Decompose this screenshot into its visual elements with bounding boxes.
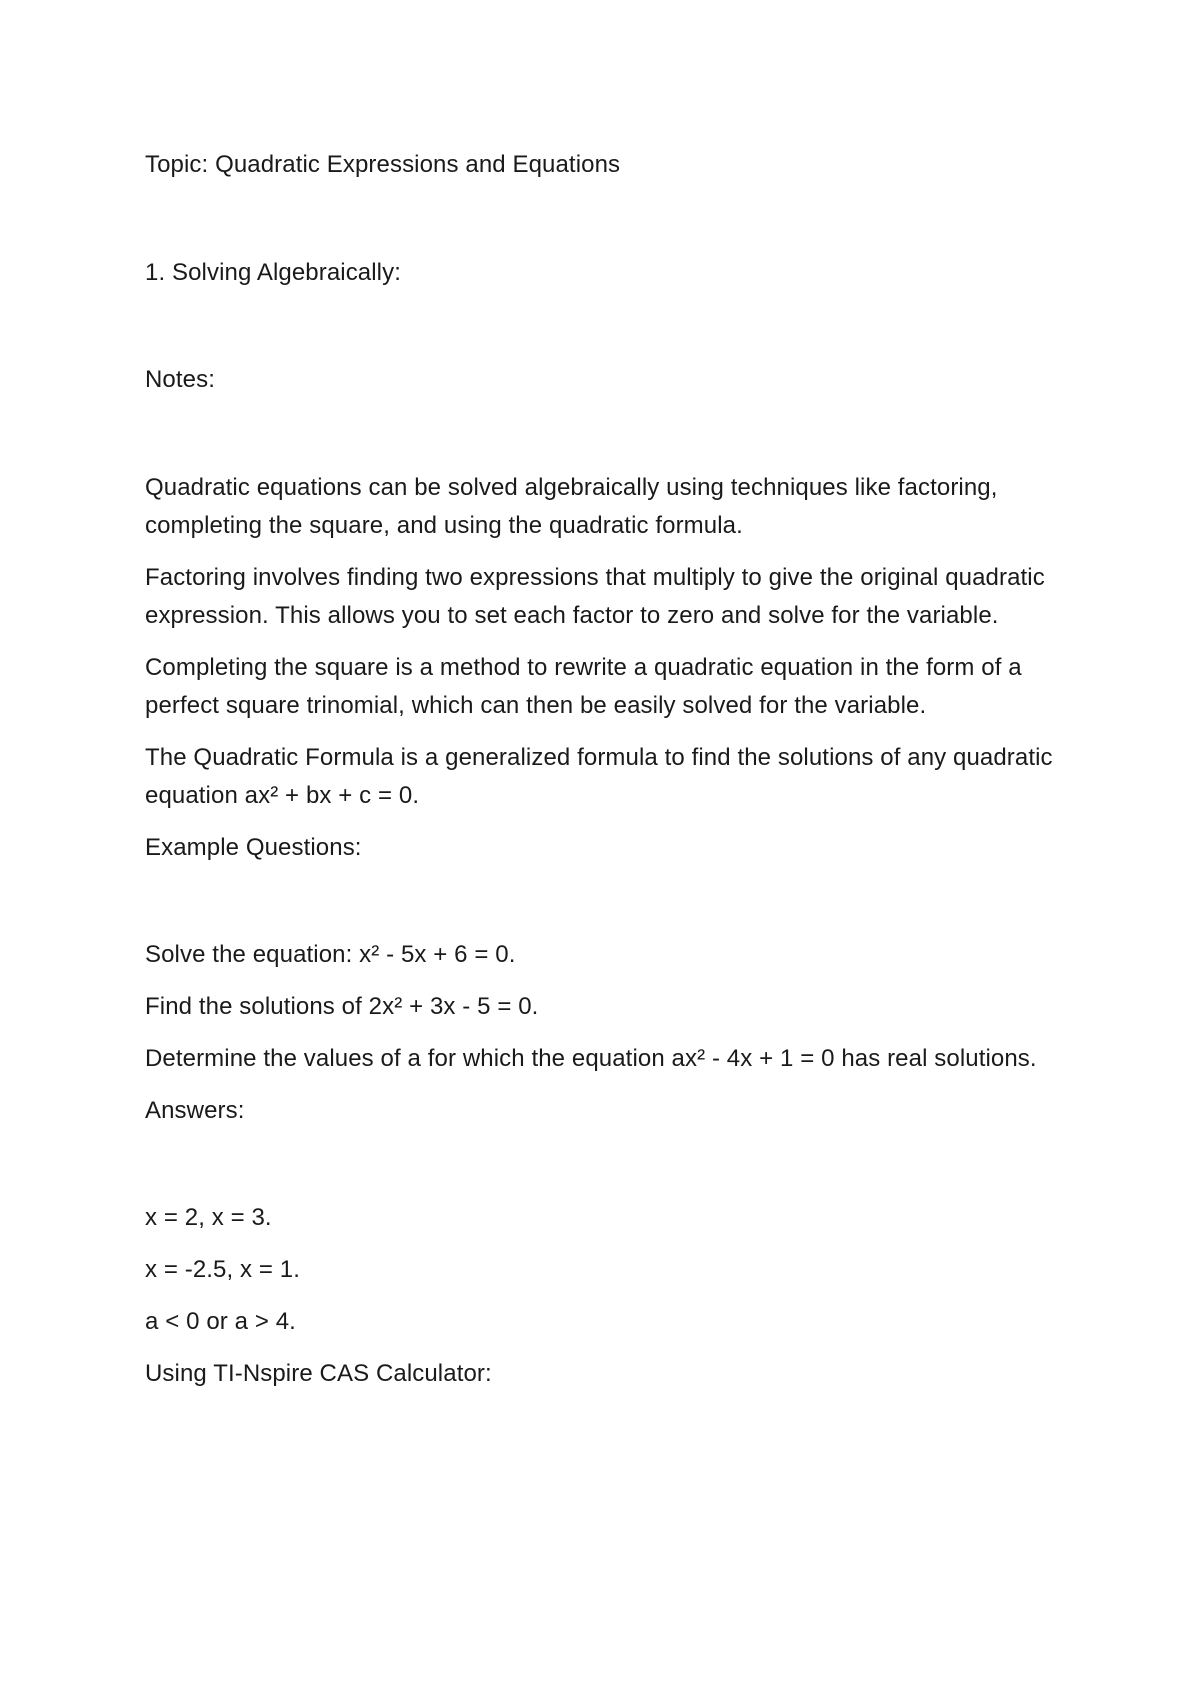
example-question: Solve the equation: x² - 5x + 6 = 0. [145, 941, 516, 968]
document-body [145, 146, 1075, 1393]
topic-title: Topic: Quadratic Expressions and Equations [145, 151, 621, 178]
notes-heading: Notes: [145, 366, 215, 393]
calculator-heading: Using TI-Nspire CAS Calculator: [145, 1360, 492, 1387]
answers-heading: Answers: [145, 1097, 245, 1124]
examples-heading: Example Questions: [145, 834, 362, 861]
example-question: Determine the values of a for which the equation ax² - 4x + 1 = 0 has real solutions. [145, 1045, 1037, 1072]
section-heading: 1. Solving Algebraically: [145, 259, 401, 286]
answer-item: a < 0 or a > 4. [145, 1308, 296, 1335]
example-question: Find the solutions of 2x² + 3x - 5 = 0. [145, 993, 539, 1020]
notes-paragraph: Completing the square is a method to rewrite a quadratic equation in the form of a perfect square trinomial, which can then be easily solved for the variable. [145, 654, 1022, 719]
answer-item: x = 2, x = 3. [145, 1204, 272, 1231]
notes-paragraph: Factoring involves finding two expressions that multiply to give the original quadratic expression. This allows you to set each factor to zero and solve for the variable. [145, 564, 1045, 629]
answer-item: x = -2.5, x = 1. [145, 1256, 301, 1283]
notes-paragraph: Quadratic equations can be solved algebraically using techniques like factoring, completing the square, and using the quadratic formula. [145, 474, 998, 539]
notes-paragraph: The Quadratic Formula is a generalized formula to find the solutions of any quadratic equation ax² + bx + c = 0. [145, 744, 1053, 809]
